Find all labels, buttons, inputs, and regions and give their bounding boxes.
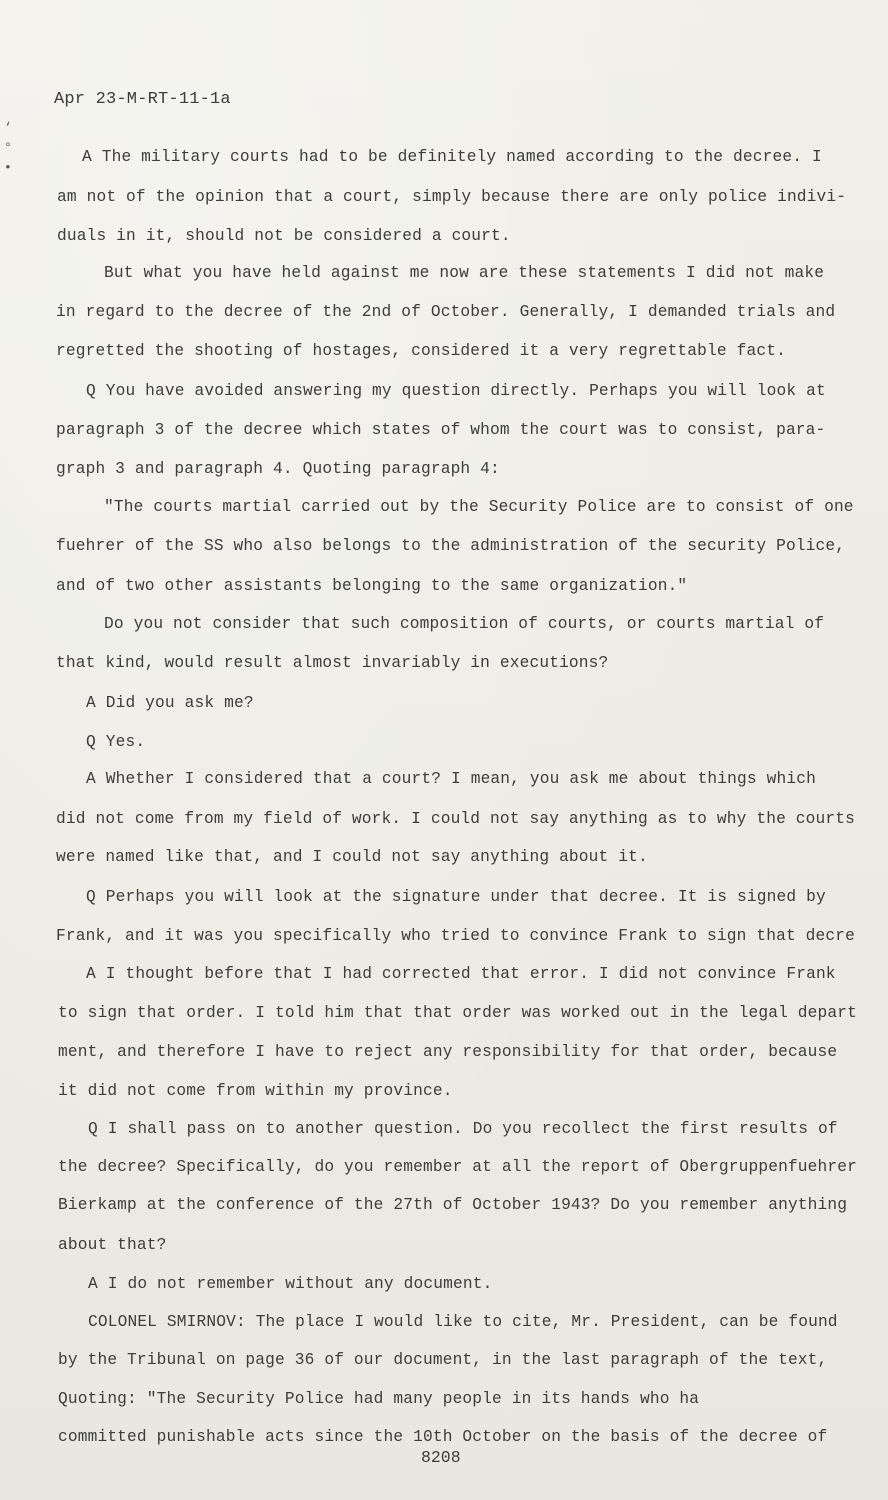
text-line: and of two other assistants belonging to the same organization."	[56, 577, 688, 595]
page-number: 8208	[421, 1448, 461, 1467]
text-line: committed punishable acts since the 10th October on the basis of the decree of	[58, 1428, 828, 1446]
text-line: A Whether I considered that a court? I mean, you ask me about things which	[86, 770, 816, 788]
text-line: A I do not remember without any document.	[88, 1275, 493, 1293]
text-line: the decree? Specifically, do you remember at all the report of Obergruppenfuehrer	[58, 1158, 857, 1176]
text-line: A I thought before that I had corrected that error. I did not convince Frank	[86, 965, 836, 983]
text-line: did not come from my field of work. I could not say anything as to why the courts	[56, 810, 855, 828]
text-line: regretted the shooting of hostages, considered it a very regrettable fact.	[56, 342, 786, 360]
text-line: ment, and therefore I have to reject any responsibility for that order, because	[58, 1043, 838, 1061]
text-line: it did not come from within my province.	[58, 1082, 453, 1100]
text-line: paragraph 3 of the decree which states of whom the court was to consist, para-	[56, 421, 826, 439]
text-line: Frank, and it was you specifically who tried to convince Frank to sign that decre	[56, 927, 855, 945]
text-line: am not of the opinion that a court, simply because there are only police indivi-	[57, 188, 847, 206]
text-line: were named like that, and I could not say anything about it.	[56, 848, 648, 866]
text-line: fuehrer of the SS who also belongs to the administration of the security Police,	[56, 537, 846, 555]
text-line: "The courts martial carried out by the Security Police are to consist of one	[104, 498, 854, 516]
text-line: by the Tribunal on page 36 of our document, in the last paragraph of the text,	[58, 1351, 828, 1369]
text-line: Q Yes.	[86, 733, 146, 751]
text-line: A The military courts had to be definitely named according to the decree. I	[82, 148, 822, 166]
document-header: Apr 23-M-RT-11-1a	[54, 90, 231, 109]
margin-mark: •	[4, 160, 12, 175]
text-line: But what you have held against me now are these statements I did not make	[104, 264, 825, 282]
text-line: duals in it, should not be considered a court.	[57, 227, 511, 245]
text-line: graph 3 and paragraph 4. Quoting paragraph 4:	[56, 460, 500, 478]
text-line: Q I shall pass on to another question. Do you recollect the first results of	[88, 1120, 838, 1138]
margin-mark: °	[4, 140, 12, 155]
text-line: to sign that order. I told him that that order was worked out in the legal depart	[58, 1004, 857, 1022]
text-line: Quoting: "The Security Police had many people in its hands who ha	[58, 1390, 700, 1408]
text-line: Bierkamp at the conference of the 27th of October 1943? Do you remember anything	[58, 1196, 848, 1214]
text-line: in regard to the decree of the 2nd of October. Generally, I demanded trials and	[56, 303, 836, 321]
margin-marks	[4, 118, 18, 178]
text-line: Do you not consider that such composition of courts, or courts martial of	[104, 615, 825, 633]
text-line: Q You have avoided answering my question directly. Perhaps you will look at	[86, 382, 826, 400]
text-line: that kind, would result almost invariably in executions?	[56, 654, 609, 672]
text-line: A Did you ask me?	[86, 694, 254, 712]
text-line: Q Perhaps you will look at the signature under that decree. It is signed by	[86, 888, 826, 906]
margin-mark: ‘	[4, 120, 12, 135]
text-line: COLONEL SMIRNOV: The place I would like to cite, Mr. President, can be found	[88, 1313, 838, 1331]
text-line: about that?	[58, 1236, 167, 1254]
